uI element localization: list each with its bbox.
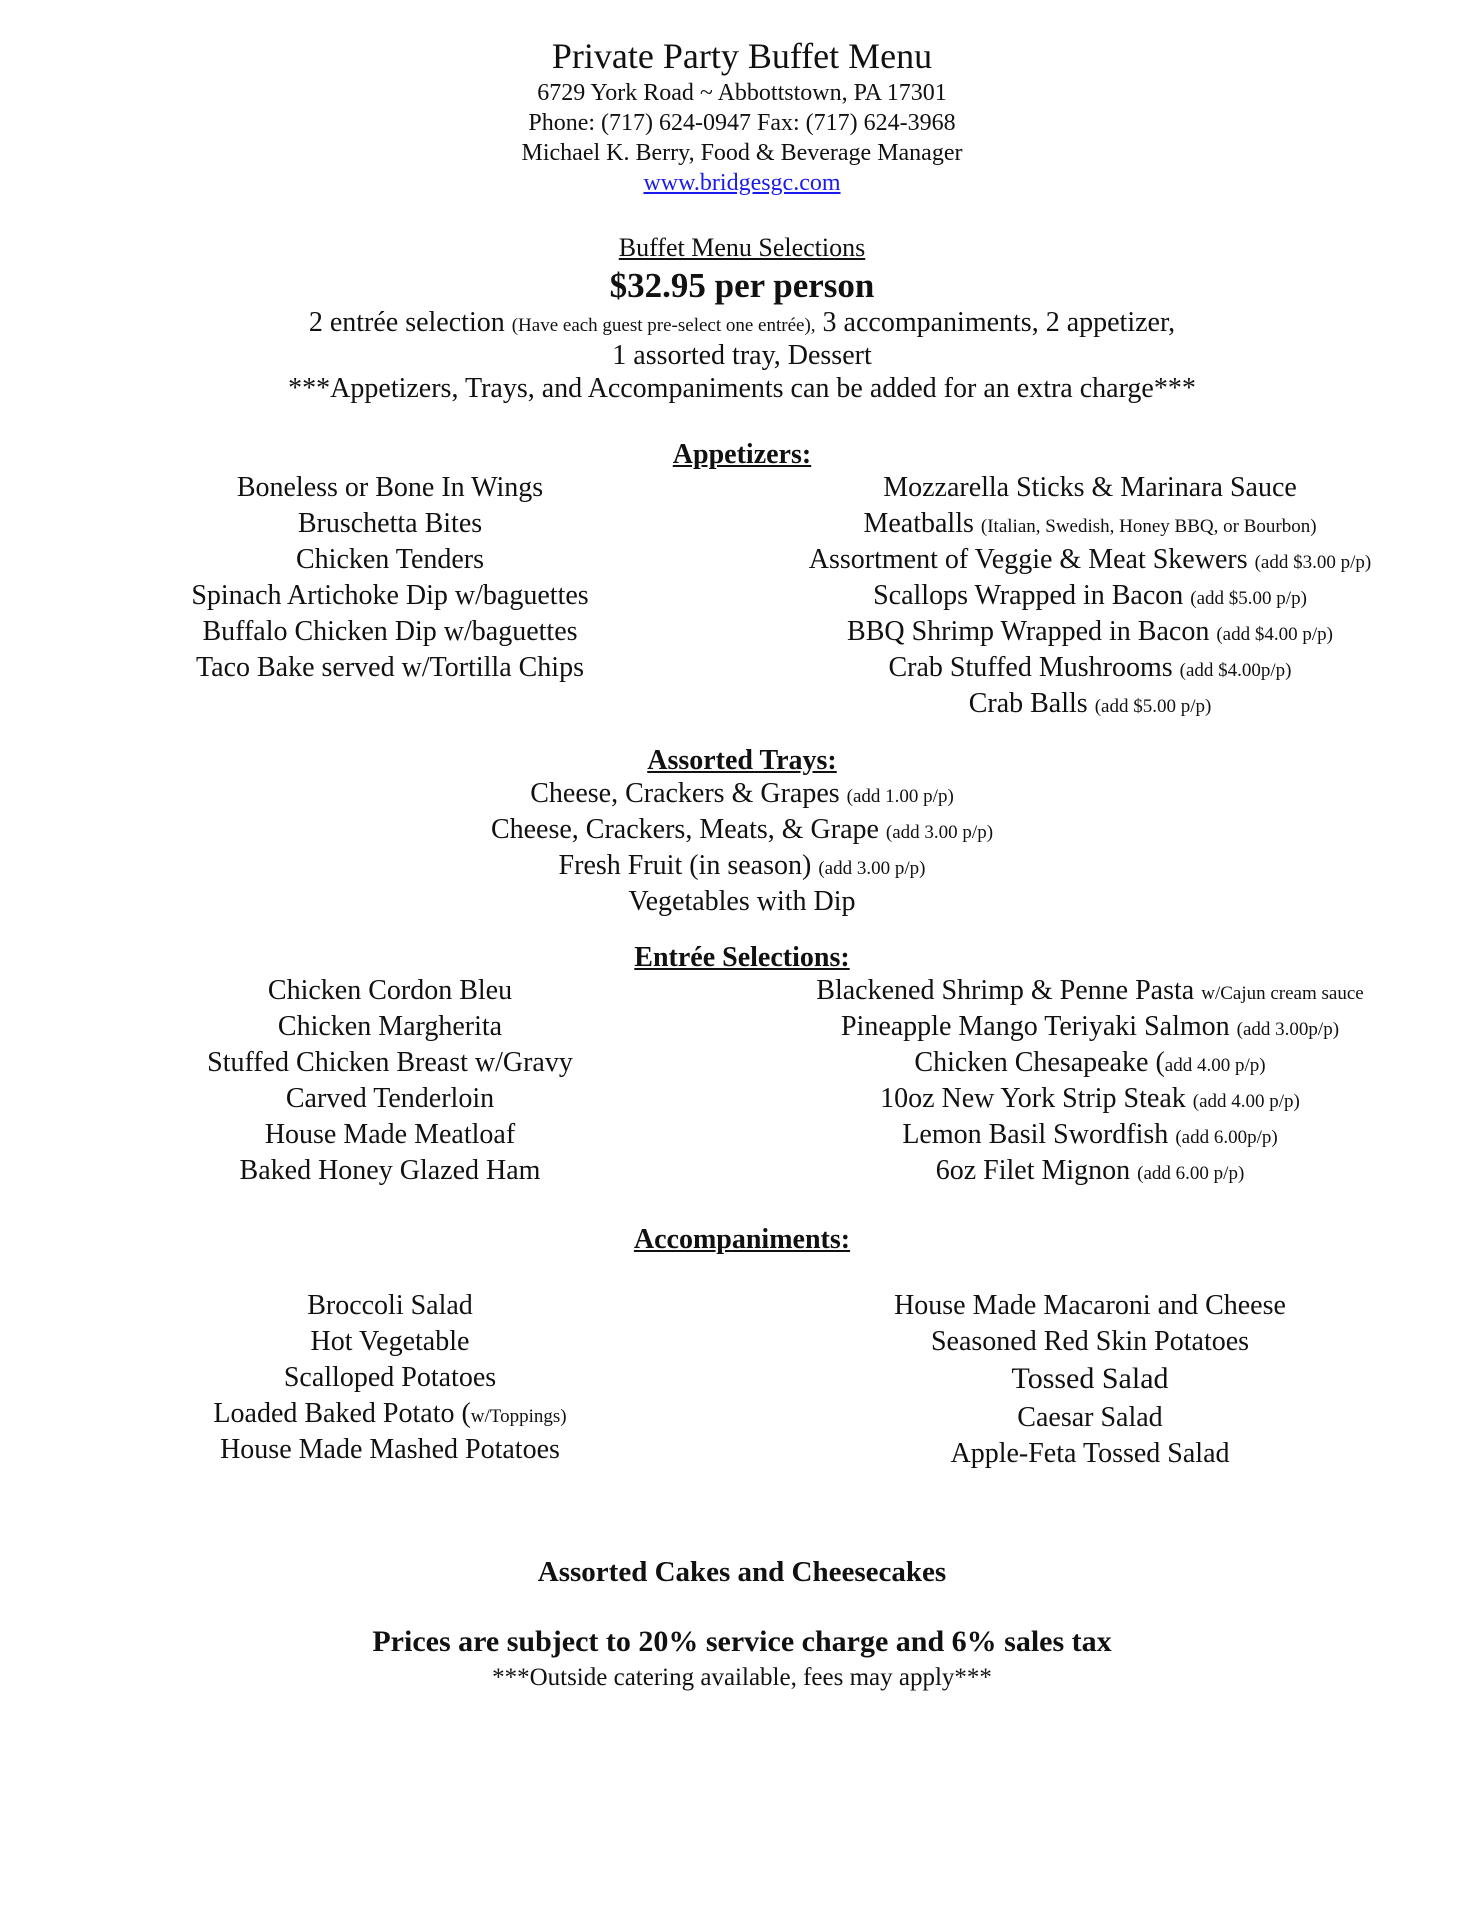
list-item: Tossed Salad bbox=[1011, 1362, 1169, 1395]
accompaniments-left-list bbox=[140, 1289, 640, 1469]
list-item: Broccoli Salad bbox=[307, 1290, 473, 1321]
list-item: Crab Stuffed Mushrooms (add $4.00p/p) bbox=[888, 652, 1292, 683]
trays-list bbox=[0, 777, 1484, 921]
accompaniments-heading: Accompaniments: bbox=[633, 1224, 851, 1255]
accompaniments-right-list bbox=[760, 1289, 1420, 1473]
list-item: House Made Mashed Potatoes bbox=[220, 1434, 560, 1465]
list-item: Meatballs (Italian, Swedish, Honey BBQ, or Bourbon) bbox=[863, 508, 1317, 539]
list-item: House Made Meatloaf bbox=[264, 1119, 516, 1150]
list-item: Blackened Shrimp & Penne Pasta w/Cajun cream sauce bbox=[816, 975, 1364, 1006]
list-item: Mozzarella Sticks & Marinara Sauce bbox=[883, 472, 1297, 503]
list-item: Crab Balls (add $5.00 p/p) bbox=[968, 688, 1212, 719]
list-item: Chicken Cordon Bleu bbox=[267, 975, 513, 1006]
list-item: Boneless or Bone In Wings bbox=[236, 472, 544, 503]
list-item: Baked Honey Glazed Ham bbox=[239, 1155, 541, 1186]
list-item: Pineapple Mango Teriyaki Salmon (add 3.00p/p) bbox=[840, 1011, 1340, 1042]
list-item: Vegetables with Dip bbox=[628, 886, 856, 917]
list-item: Bruschetta Bites bbox=[297, 508, 483, 539]
selection-summary: 2 entrée selection (Have each guest pre-select one entrée), 3 accompaniments, 2 appetizer, bbox=[308, 307, 1176, 338]
list-item: Fresh Fruit (in season) (add 3.00 p/p) bbox=[558, 850, 926, 881]
address: 6729 York Road ~ Abbottstown, PA 17301 bbox=[537, 80, 947, 106]
service-charge-note: Prices are subject to 20% service charge and 6% sales tax bbox=[372, 1625, 1112, 1658]
outside-catering-note: ***Outside catering available, fees may apply*** bbox=[492, 1664, 992, 1691]
list-item: Lemon Basil Swordfish (add 6.00p/p) bbox=[902, 1119, 1278, 1150]
list-item: Cheese, Crackers, Meats, & Grape (add 3.00 p/p) bbox=[490, 814, 994, 845]
list-item: Cheese, Crackers & Grapes (add 1.00 p/p) bbox=[530, 778, 954, 809]
list-item: House Made Macaroni and Cheese bbox=[894, 1290, 1286, 1321]
list-item: Carved Tenderloin bbox=[285, 1083, 495, 1114]
list-item: Caesar Salad bbox=[1017, 1402, 1163, 1433]
list-item: Loaded Baked Potato (w/Toppings) bbox=[213, 1398, 567, 1429]
entrees-heading: Entrée Selections: bbox=[634, 942, 850, 973]
list-item: Scallops Wrapped in Bacon (add $5.00 p/p) bbox=[873, 580, 1307, 611]
list-item: Hot Vegetable bbox=[310, 1326, 470, 1357]
website-link[interactable]: www.bridgesgc.com bbox=[643, 170, 841, 196]
buffet-selections-heading: Buffet Menu Selections bbox=[618, 233, 866, 262]
list-item: BBQ Shrimp Wrapped in Bacon (add $4.00 p/p) bbox=[847, 616, 1333, 647]
list-item: Apple-Feta Tossed Salad bbox=[950, 1438, 1230, 1469]
selection-summary-2: 1 assorted tray, Dessert bbox=[612, 340, 872, 371]
trays-heading: Assorted Trays: bbox=[647, 745, 837, 776]
phone-fax: Phone: (717) 624-0947 Fax: (717) 624-3968 bbox=[528, 110, 956, 136]
list-item: Scalloped Potatoes bbox=[283, 1362, 497, 1393]
list-item: Chicken Tenders bbox=[295, 544, 485, 575]
list-item: Spinach Artichoke Dip w/baguettes bbox=[191, 580, 589, 611]
appetizers-left-list bbox=[140, 471, 640, 687]
list-item: 6oz Filet Mignon (add 6.00 p/p) bbox=[935, 1155, 1245, 1186]
manager-line: Michael K. Berry, Food & Beverage Manager bbox=[521, 140, 963, 166]
list-item: Buffalo Chicken Dip w/baguettes bbox=[202, 616, 578, 647]
extra-charge-note: ***Appetizers, Trays, and Accompaniments can be added for an extra charge*** bbox=[288, 373, 1196, 404]
price-per-person: $32.95 per person bbox=[609, 266, 875, 305]
list-item: Chicken Margherita bbox=[277, 1011, 503, 1042]
list-item: Stuffed Chicken Breast w/Gravy bbox=[207, 1047, 573, 1078]
list-item: Assortment of Veggie & Meat Skewers (add $3.00 p/p) bbox=[808, 544, 1372, 575]
page-title: Private Party Buffet Menu bbox=[551, 36, 933, 76]
dessert-line: Assorted Cakes and Cheesecakes bbox=[537, 1556, 947, 1588]
list-item: Chicken Chesapeake (add 4.00 p/p) bbox=[914, 1047, 1266, 1078]
appetizers-right-list bbox=[760, 471, 1420, 723]
list-item: 10oz New York Strip Steak (add 4.00 p/p) bbox=[880, 1083, 1300, 1114]
list-item: Seasoned Red Skin Potatoes bbox=[930, 1326, 1250, 1357]
entrees-right-list bbox=[760, 974, 1420, 1190]
list-item: Taco Bake served w/Tortilla Chips bbox=[196, 652, 584, 683]
entrees-left-list bbox=[140, 974, 640, 1190]
appetizers-heading: Appetizers: bbox=[672, 439, 812, 470]
